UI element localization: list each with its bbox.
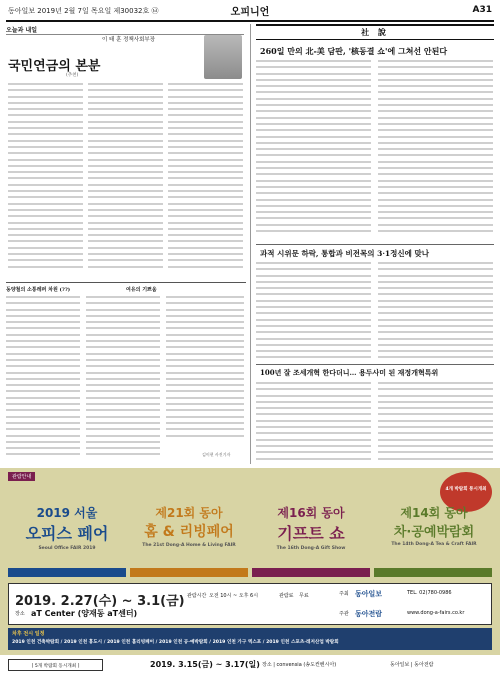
fair-2-strip (130, 568, 248, 577)
fair-1 (8, 504, 126, 564)
editorial-headline-1: 260일 만의 北-美 담판, '核동결 쇼'에 그쳐선 안된다 (260, 46, 448, 56)
fair-4-sub: The 14th Dong-A Tea & Craft FAIR (391, 542, 477, 547)
next-events-list: 2019 인천 건축박람회 / 2019 인천 홍도시 / 2019 인천 홈리빙페어 / 2019 인천 공·예박람회 / 2019 인천 가구 엑스포 / 2019 인천 스포츠·레저산업 박람회 (12, 640, 339, 645)
column-subline: (추천) (66, 73, 79, 78)
author-photo (204, 35, 242, 79)
next-events-band (8, 628, 492, 650)
ad-info-box (8, 583, 492, 625)
fair-4-title: 차·공예박람회 (393, 525, 475, 540)
fair-1-sub: Seoul Office FAIR 2019 (38, 546, 96, 551)
ad-host: 동아전람 (355, 610, 383, 618)
section-title: 오피니언 (230, 7, 270, 18)
ad-host-url: www.dong-a-fairs.co.kr (407, 610, 465, 616)
fair-1-strip (8, 568, 126, 577)
masthead-rule (6, 20, 494, 22)
editorial-rule-1 (256, 244, 494, 245)
fair-1-year: 2019 서울 (36, 506, 98, 520)
photo-credit: 김이현 사진기자 (202, 452, 231, 457)
lower-left-body-2 (86, 296, 160, 461)
fair-3-title: 기프트 쇼 (277, 524, 345, 543)
ad-host-label: 주관 (339, 611, 349, 617)
masthead (0, 0, 500, 22)
ad-organizer: 동아일보 (355, 590, 383, 598)
fair-3-strip (252, 568, 370, 577)
editorial-body-1b (378, 60, 493, 240)
ad-bottom-band (0, 655, 500, 691)
editorial-body-3a (256, 382, 371, 466)
issue-info: 동아일보 2019년 2월 7일 목요일 제30032호 ㉥ (8, 7, 159, 15)
ad-organizer-label: 주최 (339, 591, 349, 597)
column-label: 오늘과 내일 (6, 27, 38, 34)
column-author: 이 태 훈 정책사회부장 (102, 37, 156, 43)
lower-left-body-3 (166, 296, 244, 446)
column-headline: 국민연금의 본분 (8, 59, 101, 74)
editorial-headline-3: 100년 잘 조세개혁 한다더니… 용두사미 된 재정개혁특위 (260, 368, 439, 377)
fair-3-sub: The 16th Dong-A Gift Show (276, 546, 346, 551)
next-date: 2019. 3.15(금) ~ 3.17(일) (150, 660, 260, 669)
ad-admission-label: 관람료 (279, 593, 294, 599)
fair-3-year: 제16회 동아 (277, 506, 345, 520)
editorial-body-1a (256, 60, 371, 240)
ad-time-label: 관람시간 (187, 593, 207, 599)
fair-4-year: 제14회 동아 (400, 506, 468, 520)
ad-admission: 무료 (299, 593, 309, 599)
column-body-2 (88, 83, 163, 271)
hosts-bottom: 동아일보 | 동아전람 (390, 662, 434, 668)
next-venue: 장소 | convensia (송도컨벤시아) (262, 662, 337, 668)
editorial-body-2b (378, 262, 493, 362)
editorial-headline-2: 과적 시위문 하락, 통합과 비전목의 3·1정신에 맞나 (260, 249, 429, 258)
column-body-3 (168, 83, 243, 271)
left-divider (6, 282, 246, 283)
column-body-1 (8, 83, 83, 271)
ad-time: 오전 10시 ~ 오후 6시 (209, 593, 259, 599)
fair-4 (374, 504, 494, 564)
editorial-body-3b (378, 382, 493, 466)
ad-small-banner: 관람안내 (8, 472, 35, 481)
ad-date: 2019. 2.27(수) ~ 3.1(금) (15, 594, 185, 609)
next-sub-box (8, 659, 103, 671)
editorial-label: 社 說 (361, 27, 389, 37)
fair-1-title: 오피스 페어 (25, 524, 109, 543)
lower-left-label-2: 여유의 기쁘움 (126, 287, 157, 293)
lower-left-body-1 (6, 296, 80, 461)
fair-2-year: 제21회 동아 (155, 506, 223, 520)
fair-2-title: 홈 & 리빙페어 (144, 524, 234, 540)
next-events-label: 차후 전시 일정 (12, 631, 45, 637)
page-number: A31 (472, 5, 492, 15)
ad-venue: aT Center (양재동 aT센터) (31, 609, 138, 618)
ad-badge-text: 4개 박람회 통시개최 (445, 487, 487, 492)
fair-2 (130, 504, 248, 564)
editorial-section (256, 24, 494, 466)
lower-left-section (6, 286, 246, 464)
column-divider (250, 24, 251, 464)
fair-3 (252, 504, 370, 564)
fair-2-sub: The 21st Dong-A Home & Living FAIR (142, 543, 236, 548)
column-section (6, 25, 246, 280)
lower-left-label-1: 동양철의 소통레퍼 차원 (??) (6, 287, 71, 293)
ad-venue-label: 장소 (15, 611, 25, 617)
next-sub: [ 5개 박람회 동시개최 ] (31, 664, 80, 669)
fair-4-strip (374, 568, 492, 577)
editorial-body-2a (256, 262, 371, 362)
ad-organizer-tel: TEL. 02)780-0986 (407, 590, 452, 596)
editorial-rule-2 (256, 364, 494, 365)
